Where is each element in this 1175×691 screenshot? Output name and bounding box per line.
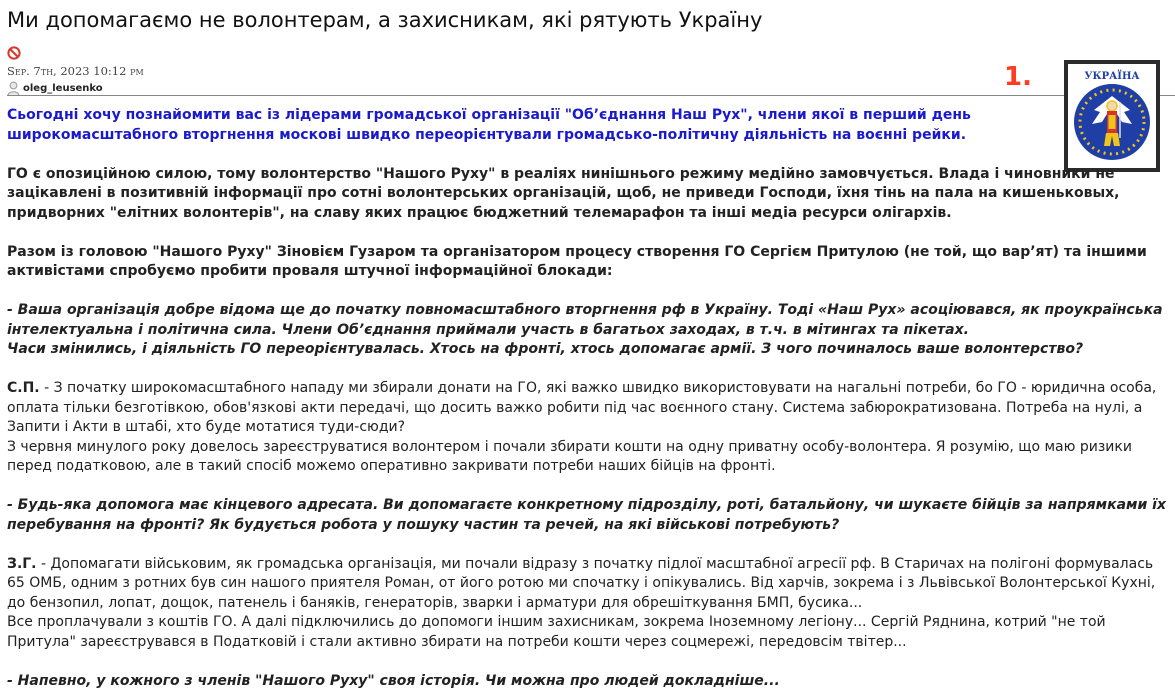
question-3: - Напевно, у кожного з членів "Нашого Руху" своя історія. Чи можна про людей докладніше...	[7, 672, 780, 689]
user-icon[interactable]	[7, 81, 20, 96]
answer-2-speaker: З.Г.	[7, 555, 37, 572]
answer-1-speaker: С.П.	[7, 380, 40, 396]
post-date: Sep. 7th, 2023 10:12 pm	[7, 64, 144, 78]
question-1	[7, 301, 1172, 360]
answer-1-line-1: - З початку широкомасштабного нападу ми збирали донати на ГО, які важко швидко використовувати на нагальні потреби, бо ГО - юридична особа, оплата тільки безготівкою, обов'язкові акти передачі, що досить важко робити під час воєнного стану. Система забюрократизована. Потреба на нулі, а Запити і Акти в штабі, хто буде мотатися туди-сюди?	[7, 380, 1157, 435]
question-2: - Будь-яка допомога має кінцевого адресата. Ви допомагаєте конкретному підрозділу, роті, батальйону, чи шукаєте бійців за напрямками їх перебування на фронті? Як будується робота у пошуку частин та речей, на які військові потребують?	[7, 497, 1167, 533]
forbidden-icon	[7, 45, 21, 59]
answer-1	[7, 379, 1172, 477]
post-body	[7, 106, 1172, 691]
question-1-line-2: Часи змінились, і діяльність ГО переорієнтувалась. Хтось на фронті, хтось допомагає армії. З чого починалось ваше волонтерство?	[7, 341, 1084, 357]
author-link[interactable]: oleg_leusenko	[23, 82, 103, 94]
intro-paragraph: Сьогодні хочу познайомити вас із лідерами громадської організації "Об’єднання Наш Рух", члени якої в перший день широкомасштабного вторгнення москові швидко переорієнтували громадсько-політичну діяльність на воєнні рейки.	[7, 107, 971, 143]
author-block[interactable]	[7, 80, 103, 96]
answer-2-line-1: - Допомагати військовим, як громадська організація, ми почали відразу з початку підлої масштабної агресії рф. В Старичах на полігоні формувалась 65 ОМБ, одним з ротних був син нашого приятеля Роман, от його ротою ми спочатку і опікувались. Від харчів, зокрема і з Львівської Волонтерської Кухні, до бензопил, лопат, дощок, патенель і баняків, генераторів, зварки і арматури для обрешіткування БМП, бусика...	[7, 555, 1156, 611]
paragraph-together: Разом із головою "Нашого Руху" Зіновієм Гузаром та організатором процесу створення ГО Сергієм Притулою (не той, що вар’ят) та іншими активістами спробуємо пробити проваля штучної інформаційної блокади:	[7, 243, 1147, 279]
header-divider	[7, 95, 1175, 96]
answer-1-line-2: З червня минулого року довелось зареєструватися волонтером і почали збирати кошти на одну приватну особу-волонтера. Я розумію, що маю ризики перед податковою, але в такий спосіб можемо оперативно закривати потреби наших бійців на фронті.	[7, 438, 1132, 474]
logo-text: УКРАЇНА	[1084, 71, 1140, 82]
answer-2-line-2: Все проплачували з коштів ГО. А далі підключились до допомоги іншим захисникам, зокрема Іноземному легіону... Сергій Ряднина, котрий "не той Притула" зареєструвався в Податковій і стали активно збирати на потреби кошти через соцмережі, передовсім твітер...	[7, 614, 1106, 650]
answer-2	[7, 555, 1172, 653]
annotation-marker: 1.	[1004, 62, 1032, 92]
question-1-line-1: - Ваша організація добре відома ще до початку повномасштабного вторгнення рф в Україну. Тоді «Наш Рух» асоціювався, як проукраїнська інтелектуальна і політична сила. Члени Об’єднання приймали участь в багатьох заходах, в т.ч. в мітингах та пікетах.	[7, 302, 1163, 338]
post-title[interactable]: Ми допомагаємо не волонтерам, а захисникам, які рятують Україну	[7, 8, 763, 32]
paragraph-opposition: ГО є опозиційною силою, тому волонтерство "Нашого Руху" в реаліях нинішнього режиму медійно замовчується. Влада і чиновники не зацікавлені в позитивній інформації про сотні волонтерських організацій, щоб, не приведи Господи, їхня тінь на пала на кишеньковых, придворних "елітних волонтерів", на славу яких працює бюджетний телемарафон та інші медіа ресурси олігархів.	[7, 165, 1120, 221]
